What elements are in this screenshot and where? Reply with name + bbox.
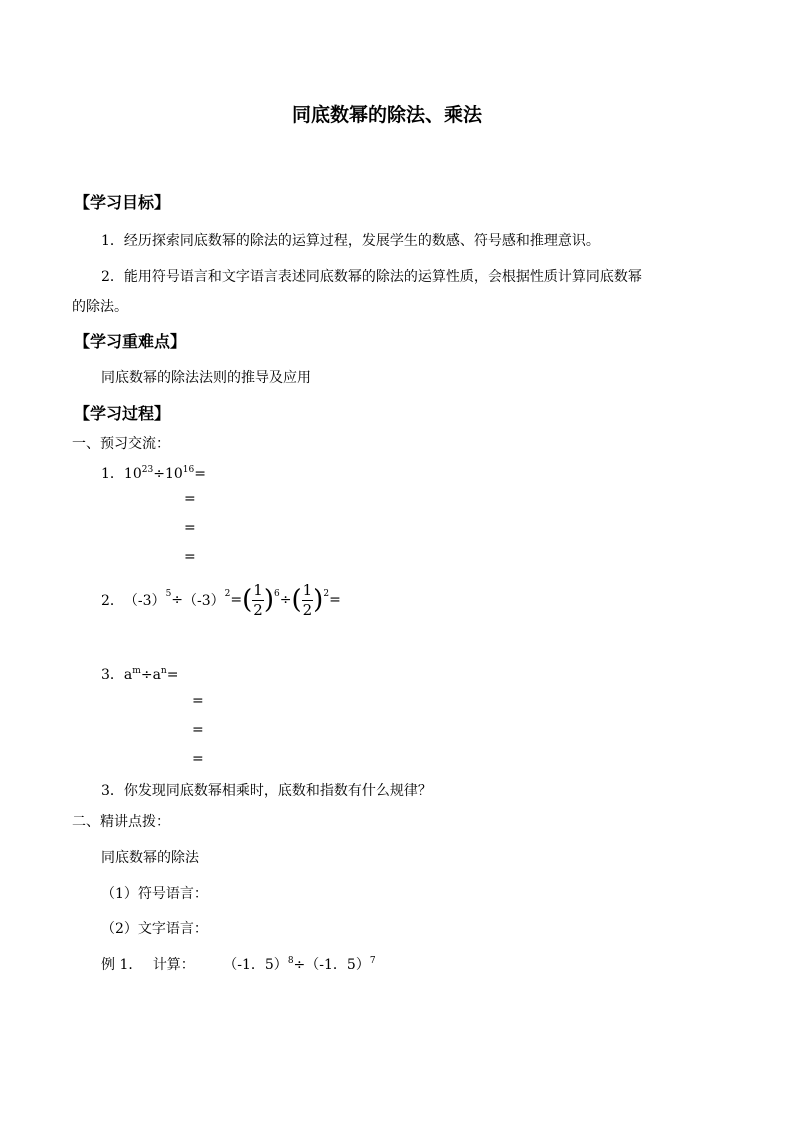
division-sign: ÷ — [140, 667, 153, 683]
exponent: 23 — [141, 465, 154, 475]
division-sign: ÷ — [293, 957, 306, 973]
exponent: 5 — [165, 589, 172, 599]
symbol-language: （1）符号语言： — [101, 886, 208, 902]
example-label: 例 1． — [101, 957, 143, 973]
process-heading: 【学习过程】 — [74, 404, 171, 423]
equals-sign: = — [230, 592, 243, 608]
division-rule: 同底数幂的除法 — [101, 850, 199, 866]
objective-2-line2: 的除法。 — [72, 299, 128, 315]
base: （-1．5） — [223, 957, 288, 973]
equals-sign: = — [166, 667, 179, 683]
denominator: 2 — [253, 600, 263, 619]
problem-1 — [101, 463, 206, 483]
objective-1: 1．经历探索同底数幂的除法的运算过程，发展学生的数感、符号感和推理意识。 — [101, 233, 600, 249]
question-3: 3．你发现同底数幂相乘时，底数和指数有什么规律？ — [101, 783, 432, 799]
base: a — [123, 667, 133, 683]
equals-line: = — [192, 693, 204, 709]
base: 10 — [164, 466, 183, 482]
equals-line: = — [184, 520, 196, 536]
denominator: 2 — [302, 600, 313, 619]
base: （-3） — [183, 593, 225, 609]
key-points-heading: 【学习重难点】 — [74, 332, 187, 351]
problem-number: 2． — [101, 593, 124, 609]
equals-sign: = — [194, 466, 206, 482]
calc-label: 计算： — [152, 957, 195, 973]
text-language: （2）文字语言： — [101, 921, 208, 937]
fraction — [302, 580, 314, 619]
page-title: 同底数幂的除法、乘法 — [292, 104, 483, 126]
exponent: 2 — [224, 589, 231, 599]
preview-heading: 一、预习交流： — [72, 436, 170, 452]
exponent: 6 — [274, 589, 280, 599]
objectives-heading: 【学习目标】 — [74, 193, 171, 212]
fraction — [252, 580, 264, 619]
exponent: m — [132, 666, 141, 676]
right-paren: ) — [263, 585, 274, 615]
numerator: 1 — [253, 580, 263, 599]
left-paren: ( — [242, 585, 253, 615]
equals-line: = — [192, 722, 204, 738]
left-paren: ( — [291, 585, 302, 615]
example-1 — [101, 954, 376, 974]
objective-2-line1: 2．能用符号语言和文字语言表述同底数幂的除法的运算性质，会根据性质计算同底数幂 — [101, 269, 642, 285]
base: （-3） — [123, 593, 166, 609]
numerator: 1 — [302, 580, 313, 599]
problem-number: 3． — [101, 667, 124, 683]
exponent: 2 — [323, 589, 330, 599]
explain-heading: 二、精讲点拨： — [72, 814, 170, 830]
exponent: 8 — [287, 956, 294, 966]
problem-2 — [101, 578, 341, 622]
division-sign: ÷ — [279, 592, 292, 608]
equals-sign: = — [329, 592, 341, 608]
right-paren: ) — [313, 585, 324, 615]
equals-line: = — [192, 751, 204, 767]
exponent: 7 — [369, 956, 376, 966]
equals-line: = — [184, 491, 196, 507]
exponent: n — [160, 666, 167, 676]
expression — [223, 957, 375, 973]
division-sign: ÷ — [171, 592, 184, 608]
problem-3 — [101, 664, 178, 684]
division-sign: ÷ — [153, 466, 165, 482]
base: 10 — [123, 466, 142, 482]
base: a — [152, 667, 161, 683]
base: （-1．5） — [305, 957, 370, 973]
exponent: 16 — [182, 465, 195, 475]
key-points-text: 同底数幂的除法法则的推导及应用 — [101, 370, 311, 386]
problem-number: 1． — [101, 466, 124, 482]
equals-line: = — [184, 549, 196, 565]
